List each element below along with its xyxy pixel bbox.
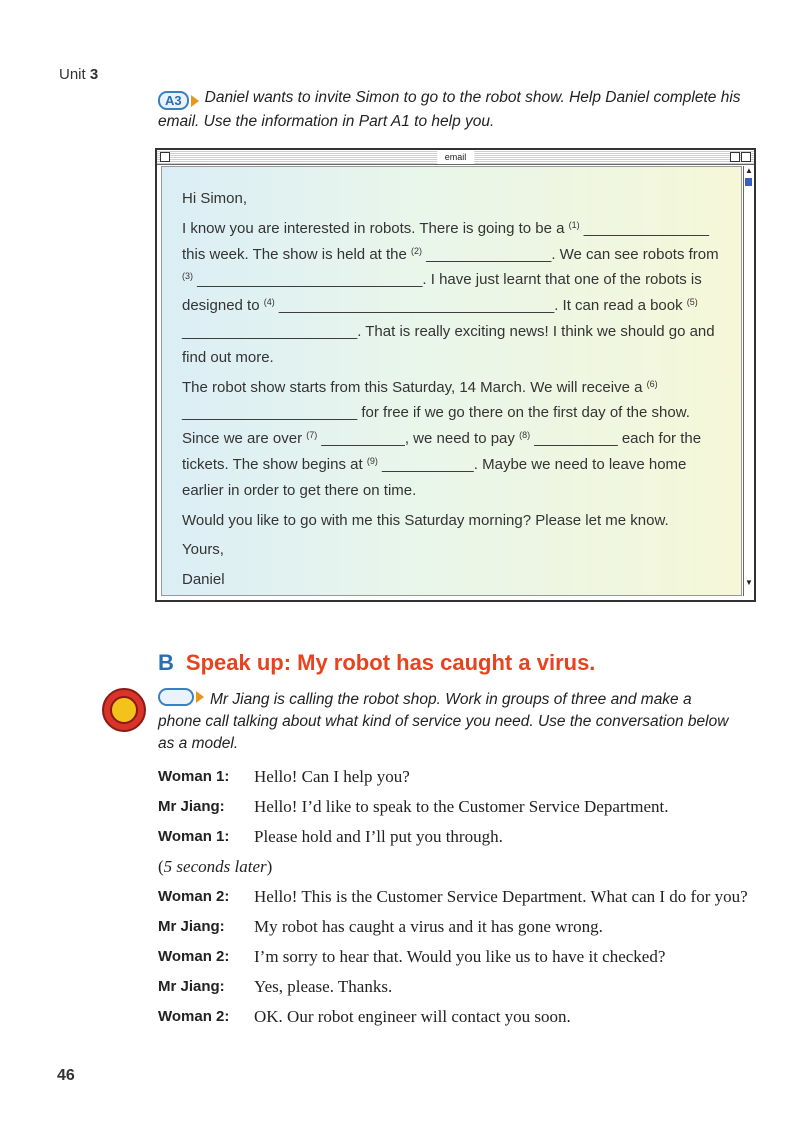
paren-close: )	[266, 857, 273, 876]
speech: Hello! I’d like to speak to the Customer Service Department.	[254, 797, 669, 816]
blank-9[interactable]: ___________	[377, 455, 474, 473]
unit-number: 3	[89, 66, 99, 83]
section-b-heading	[158, 650, 595, 676]
email-paragraph-1	[182, 216, 727, 371]
blank-3[interactable]: ___________________________	[193, 271, 423, 289]
task-badge-label: A3	[158, 91, 189, 110]
speaker: Woman 1:	[158, 768, 230, 785]
text-run: each for the tickets. The show begins at	[182, 430, 702, 473]
window-title: email	[437, 150, 475, 164]
speech: Yes, please. Thanks.	[254, 977, 393, 996]
blank-number-6: (6)	[646, 378, 658, 389]
telephone-icon	[102, 688, 146, 732]
audio-badge	[158, 688, 204, 706]
section-b-instruction	[158, 688, 738, 755]
text-run: this week. The show is held at the	[182, 245, 412, 263]
dialogue-line	[158, 885, 758, 909]
dialogue-line	[158, 795, 758, 819]
blank-number-2: (2)	[411, 245, 423, 256]
scroll-thumb[interactable]	[745, 178, 752, 186]
task-badge	[158, 91, 199, 110]
zoom-box-icon[interactable]	[730, 152, 740, 162]
speech: Hello! This is the Customer Service Department. What can I do for you?	[254, 887, 748, 906]
text-run: . Maybe we need to leave home earlier in order to get there on time.	[182, 455, 687, 499]
blank-number-9: (9)	[366, 455, 378, 466]
email-signature: Daniel	[182, 571, 225, 589]
instruction-text: Mr Jiang is calling the robot shop. Work in groups of three and make a phone call talking about what kind of service you need. Use the conversation below as a model.	[158, 691, 729, 752]
scroll-up-arrow-icon[interactable]: ▲	[745, 166, 753, 175]
blank-5[interactable]: _____________________	[182, 322, 358, 340]
email-closing: Yours,	[182, 541, 224, 559]
speaker: Mr Jiang:	[158, 978, 225, 995]
speaker: Woman 2:	[158, 948, 230, 965]
blank-number-5: (5)	[686, 297, 698, 308]
blank-number-1: (1)	[568, 219, 580, 230]
text-run: The robot show starts from this Saturday, 14 March. We will receive a	[182, 378, 647, 396]
dialogue-line	[158, 1005, 758, 1029]
email-greeting: Hi Simon,	[182, 190, 248, 207]
speaker: Mr Jiang:	[158, 918, 225, 935]
blank-number-7: (7)	[306, 430, 318, 441]
text-run: . I have just learnt that one of the robots is designed to	[182, 271, 702, 315]
speech: I’m sorry to hear that. Would you like us to have it checked?	[254, 947, 666, 966]
window-titlebar[interactable]	[157, 150, 754, 165]
audio-badge-icon	[158, 688, 194, 706]
speech: Hello! Can I help you?	[254, 767, 410, 786]
page-number: 46	[57, 1067, 75, 1084]
blank-number-3: (3)	[182, 271, 193, 282]
dialogue-line	[158, 915, 758, 939]
blank-number-4: (4)	[263, 297, 275, 308]
blank-8[interactable]: __________	[530, 430, 618, 448]
collapse-box-icon[interactable]	[741, 152, 751, 162]
speech: OK. Our robot engineer will contact you soon.	[254, 1007, 571, 1026]
section-letter: B	[158, 650, 174, 675]
speaker: Woman 1:	[158, 828, 230, 845]
section-title: Speak up: My robot has caught a virus.	[185, 650, 596, 675]
stage-direction-text: 5 seconds later	[163, 857, 267, 876]
speaker: Woman 2:	[158, 888, 230, 905]
vertical-scrollbar[interactable]	[743, 166, 754, 596]
text-run: for free if we go there on the first day of the show. Since we are over	[182, 404, 690, 448]
email-text	[182, 186, 727, 597]
text-run: . That is really exciting news! I think we should go and find out more.	[182, 322, 715, 366]
scroll-down-arrow-icon[interactable]: ▼	[745, 578, 753, 587]
dialogue-line	[158, 945, 758, 969]
stage-direction	[158, 855, 758, 879]
task-a3-instruction	[158, 86, 758, 133]
text-run: I know you are interested in robots. There is going to be a	[182, 219, 569, 237]
speech: My robot has caught a virus and it has gone wrong.	[254, 917, 603, 936]
text-run: . It can read a book	[554, 297, 687, 315]
play-arrow-icon	[196, 691, 204, 703]
speech: Please hold and I’ll put you through.	[254, 827, 503, 846]
blank-4[interactable]: _________________________________	[274, 297, 555, 315]
text-run: , we need to pay	[404, 430, 520, 448]
close-box-icon[interactable]	[160, 152, 170, 162]
email-window	[155, 148, 756, 602]
paren-open: (	[158, 857, 164, 876]
text-run: . We can see robots from	[551, 245, 719, 263]
speaker: Woman 2:	[158, 1008, 230, 1025]
dialogue-line	[158, 975, 758, 999]
email-paragraph-2	[182, 375, 727, 504]
speaker: Mr Jiang:	[158, 798, 225, 815]
play-arrow-icon	[191, 95, 199, 107]
unit-label	[59, 66, 98, 83]
blank-2[interactable]: _______________	[422, 245, 552, 263]
dialogue-line	[158, 765, 758, 789]
dialogue	[158, 765, 758, 1035]
blank-7[interactable]: __________	[317, 430, 405, 448]
blank-1[interactable]: _______________	[579, 219, 709, 237]
instruction-text: Daniel wants to invite Simon to go to the robot show. Help Daniel complete his email. Use the information in Part A1 to help you.	[158, 89, 741, 130]
dialogue-line	[158, 825, 758, 849]
unit-text: Unit	[59, 66, 86, 83]
blank-number-8: (8)	[519, 430, 531, 441]
email-paragraph-3: Would you like to go with me this Saturday morning? Please let me know.	[182, 511, 669, 529]
blank-6[interactable]: _____________________	[182, 404, 358, 422]
